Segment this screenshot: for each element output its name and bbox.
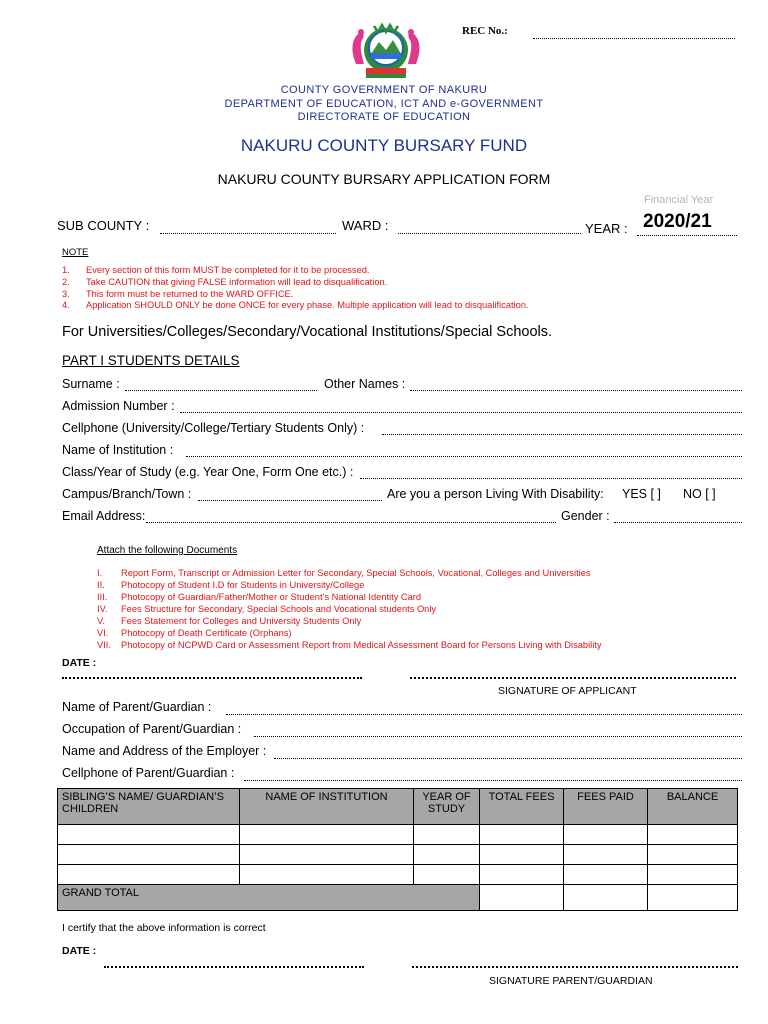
rec-number-field[interactable] — [533, 38, 735, 39]
table-header-row — [58, 789, 738, 825]
sub-county-field[interactable] — [160, 233, 336, 234]
disability-no-checkbox[interactable]: NO [ ] — [683, 487, 716, 501]
institution-header: NAME OF INSTITUTION — [240, 789, 414, 825]
grand-total-fees-cell[interactable] — [480, 885, 564, 911]
note-item: 3. This form must be returned to the WARD OFFICE. — [62, 289, 294, 299]
ward-label: WARD : — [342, 218, 389, 233]
surname-label: Surname : — [62, 377, 120, 391]
surname-field[interactable] — [125, 390, 317, 391]
student-cellphone-field[interactable] — [382, 434, 742, 435]
date-label: DATE : — [62, 657, 97, 669]
parent-name-label: Name of Parent/Guardian : — [62, 700, 212, 714]
admission-number-field[interactable] — [180, 412, 742, 413]
note-item: 1. Every section of this form MUST be completed for it to be processed. — [62, 265, 370, 275]
parent-cellphone-label: Cellphone of Parent/Guardian : — [62, 766, 235, 780]
other-names-field[interactable] — [410, 390, 742, 391]
note-item: 4. Application SHOULD ONLY be done ONCE for every phase. Multiple application will lead to disqualification. — [62, 300, 529, 310]
year-of-study-header: YEAR OF STUDY — [414, 789, 480, 825]
class-year-label: Class/Year of Study (e.g. Year One, Form One etc.) : — [62, 465, 354, 479]
institution-name-field[interactable] — [186, 456, 742, 457]
ward-field[interactable] — [398, 233, 581, 234]
parent-name-field[interactable] — [226, 714, 742, 715]
table-row[interactable] — [58, 845, 738, 865]
admission-number-label: Admission Number : — [62, 399, 175, 413]
document-item: IV. Fees Structure for Secondary, Special Schools and Vocational students Only — [97, 604, 437, 614]
table-row[interactable] — [58, 825, 738, 845]
rec-number-label: REC No.: — [462, 25, 508, 37]
class-year-field[interactable] — [360, 478, 742, 479]
date-field-2[interactable] — [104, 966, 364, 968]
parent-occupation-label: Occupation of Parent/Guardian : — [62, 722, 242, 736]
note-heading: NOTE — [62, 247, 89, 258]
institution-name-label: Name of Institution : — [62, 443, 174, 457]
email-field[interactable] — [146, 522, 556, 523]
disability-yes-checkbox[interactable]: YES [ ] — [622, 487, 661, 501]
attach-documents-heading: Attach the following Documents — [97, 545, 238, 556]
applicant-signature-label: SIGNATURE OF APPLICANT — [498, 685, 637, 697]
year-field[interactable] — [637, 235, 737, 236]
parent-signature-field[interactable] — [412, 966, 738, 968]
student-cellphone-label: Cellphone (University/College/Tertiary Students Only) : — [62, 421, 365, 435]
county-government-heading: COUNTY GOVERNMENT OF NAKURU — [280, 84, 488, 96]
fund-title: NAKURU COUNTY BURSARY FUND — [240, 136, 528, 155]
document-item: I. Report Form, Transcript or Admission Letter for Secondary, Special Schools, Vocational, Colleges and Universities — [97, 568, 591, 578]
parent-cellphone-field[interactable] — [244, 780, 742, 781]
document-item: III. Photocopy of Guardian/Father/Mother or Student’s National Identity Card — [97, 592, 422, 602]
document-item: II. Photocopy of Student I.D for Students in University/College — [97, 580, 365, 590]
fees-paid-header: FEES PAID — [564, 789, 648, 825]
table-row[interactable] — [58, 865, 738, 885]
employer-label: Name and Address of the Employer : — [62, 744, 267, 758]
year-value: 2020/21 — [643, 211, 712, 232]
department-heading: DEPARTMENT OF EDUCATION, ICT AND e-GOVERNMENT — [224, 98, 544, 110]
grand-total-balance-cell[interactable] — [648, 885, 738, 911]
document-item: V. Fees Statement for Colleges and University Students Only — [97, 616, 362, 626]
other-names-label: Other Names : — [324, 377, 406, 391]
parent-occupation-field[interactable] — [254, 736, 742, 737]
date-field[interactable] — [62, 677, 362, 679]
sibling-name-header: SIBLING’S NAME/ GUARDIAN’S CHILDREN — [58, 789, 240, 825]
sub-county-label: SUB COUNTY : — [57, 218, 150, 233]
institutions-line: For Universities/Colleges/Secondary/Vocational Institutions/Special Schools. — [62, 324, 553, 340]
financial-year-label: Financial Year — [644, 194, 714, 206]
form-title: NAKURU COUNTY BURSARY APPLICATION FORM — [217, 171, 551, 187]
grand-total-paid-cell[interactable] — [564, 885, 648, 911]
siblings-table — [57, 788, 738, 911]
balance-header: BALANCE — [648, 789, 738, 825]
certify-statement: I certify that the above information is correct — [62, 922, 266, 934]
email-label: Email Address: — [62, 509, 146, 523]
year-label: YEAR : — [585, 221, 628, 236]
date-label-2: DATE : — [62, 945, 97, 957]
gender-label: Gender : — [561, 509, 610, 523]
disability-label: Are you a person Living With Disability: — [387, 487, 604, 501]
note-item: 2. Take CAUTION that giving FALSE information will lead to disqualification. — [62, 277, 388, 287]
gender-field[interactable] — [614, 522, 742, 523]
total-fees-header: TOTAL FEES — [480, 789, 564, 825]
part1-heading: PART I STUDENTS DETAILS — [62, 353, 240, 368]
employer-field[interactable] — [274, 758, 742, 759]
campus-field[interactable] — [198, 500, 382, 501]
document-item: VI. Photocopy of Death Certificate (Orphans) — [97, 628, 292, 638]
grand-total-label: GRAND TOTAL — [58, 885, 480, 911]
document-item: VII. Photocopy of NCPWD Card or Assessment Report from Medical Assessment Board for Persons Living with Disability — [97, 640, 602, 650]
campus-label: Campus/Branch/Town : — [62, 487, 192, 501]
grand-total-row[interactable] — [58, 885, 738, 911]
applicant-signature-field[interactable] — [410, 677, 736, 679]
county-crest-logo — [344, 20, 428, 80]
parent-signature-label: SIGNATURE PARENT/GUARDIAN — [489, 975, 653, 987]
directorate-heading: DIRECTORATE OF EDUCATION — [297, 111, 471, 123]
